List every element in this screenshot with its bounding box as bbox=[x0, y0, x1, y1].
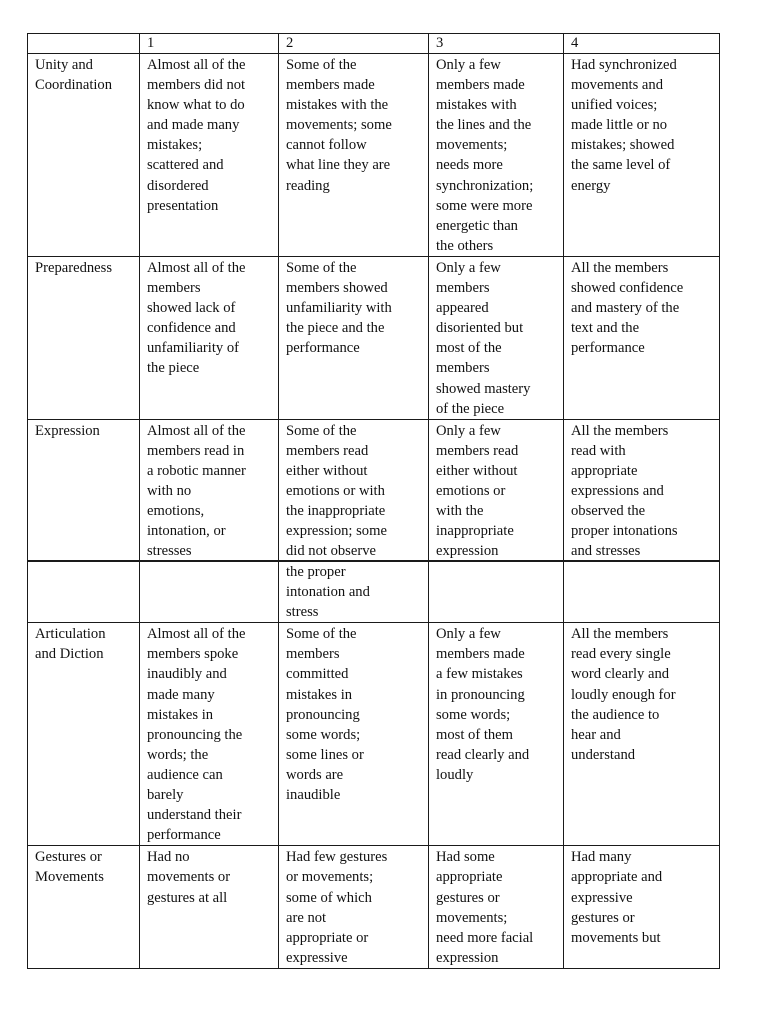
header-row bbox=[28, 34, 720, 54]
score-2-cell: the proper intonation and stress bbox=[279, 561, 429, 623]
score-1-cell: Almost all of the members showed lack of confidence and unfamiliarity of the piece bbox=[140, 256, 279, 419]
score-2-cell: Some of the members made mistakes with the movements; some cannot follow what line they are reading bbox=[279, 54, 429, 257]
score-1-cell: Had no movements or gestures at all bbox=[140, 846, 279, 969]
score-1-cell: Almost all of the members read in a robotic manner with no emotions, intonation, or stresses bbox=[140, 419, 279, 562]
criterion-cell: Unity and Coordination bbox=[28, 54, 140, 257]
header-cell-score-1: 1 bbox=[140, 34, 279, 54]
score-2-cell: Some of the members committed mistakes in pronouncing some words; some lines or words are inaudible bbox=[279, 623, 429, 846]
table-row-expression bbox=[28, 419, 720, 562]
score-1-cell: Almost all of the members spoke inaudibly and made many mistakes in pronouncing the words; the audience can barely understand their performance bbox=[140, 623, 279, 846]
score-2-cell: Some of the members showed unfamiliarity with the piece and the performance bbox=[279, 256, 429, 419]
score-3-cell bbox=[429, 561, 564, 623]
criterion-cell bbox=[28, 561, 140, 623]
score-3-cell: Had some appropriate gestures or movements; need more facial expression bbox=[429, 846, 564, 969]
score-2-cell: Had few gestures or movements; some of which are not appropriate or expressive bbox=[279, 846, 429, 969]
score-1-cell: Almost all of the members did not know what to do and made many mistakes; scattered and disordered presentation bbox=[140, 54, 279, 257]
table-row-gestures-movements bbox=[28, 846, 720, 969]
score-2-cell: Some of the members read either without emotions or with the inappropriate expression; some did not observe bbox=[279, 419, 429, 562]
header-cell-criterion bbox=[28, 34, 140, 54]
score-3-cell: Only a few members made mistakes with the lines and the movements; needs more synchronization; some were more energetic than the others bbox=[429, 54, 564, 257]
score-4-cell: All the members read every single word clearly and loudly enough for the audience to hear and understand bbox=[564, 623, 720, 846]
score-4-cell: All the members read with appropriate expressions and observed the proper intonations and stresses bbox=[564, 419, 720, 562]
rubric-table-part1 bbox=[27, 33, 720, 562]
header-cell-score-4: 4 bbox=[564, 34, 720, 54]
score-4-cell bbox=[564, 561, 720, 623]
criterion-cell: Articulation and Diction bbox=[28, 623, 140, 846]
table-row-articulation-diction bbox=[28, 623, 720, 846]
rubric-table-part2 bbox=[27, 560, 720, 969]
table-row-expression-continued bbox=[28, 561, 720, 623]
score-4-cell: All the members showed confidence and mastery of the text and the performance bbox=[564, 256, 720, 419]
score-4-cell: Had synchronized movements and unified voices; made little or no mistakes; showed the same level of energy bbox=[564, 54, 720, 257]
header-cell-score-3: 3 bbox=[429, 34, 564, 54]
score-4-cell: Had many appropriate and expressive gestures or movements but bbox=[564, 846, 720, 969]
score-1-cell bbox=[140, 561, 279, 623]
criterion-cell: Gestures or Movements bbox=[28, 846, 140, 969]
table-row-unity-coordination bbox=[28, 54, 720, 257]
criterion-cell: Expression bbox=[28, 419, 140, 562]
header-cell-score-2: 2 bbox=[279, 34, 429, 54]
criterion-cell: Preparedness bbox=[28, 256, 140, 419]
table-row-preparedness bbox=[28, 256, 720, 419]
score-3-cell: Only a few members made a few mistakes in pronouncing some words; most of them read clearly and loudly bbox=[429, 623, 564, 846]
score-3-cell: Only a few members appeared disoriented but most of the members showed mastery of the piece bbox=[429, 256, 564, 419]
score-3-cell: Only a few members read either without emotions or with the inappropriate expression bbox=[429, 419, 564, 562]
